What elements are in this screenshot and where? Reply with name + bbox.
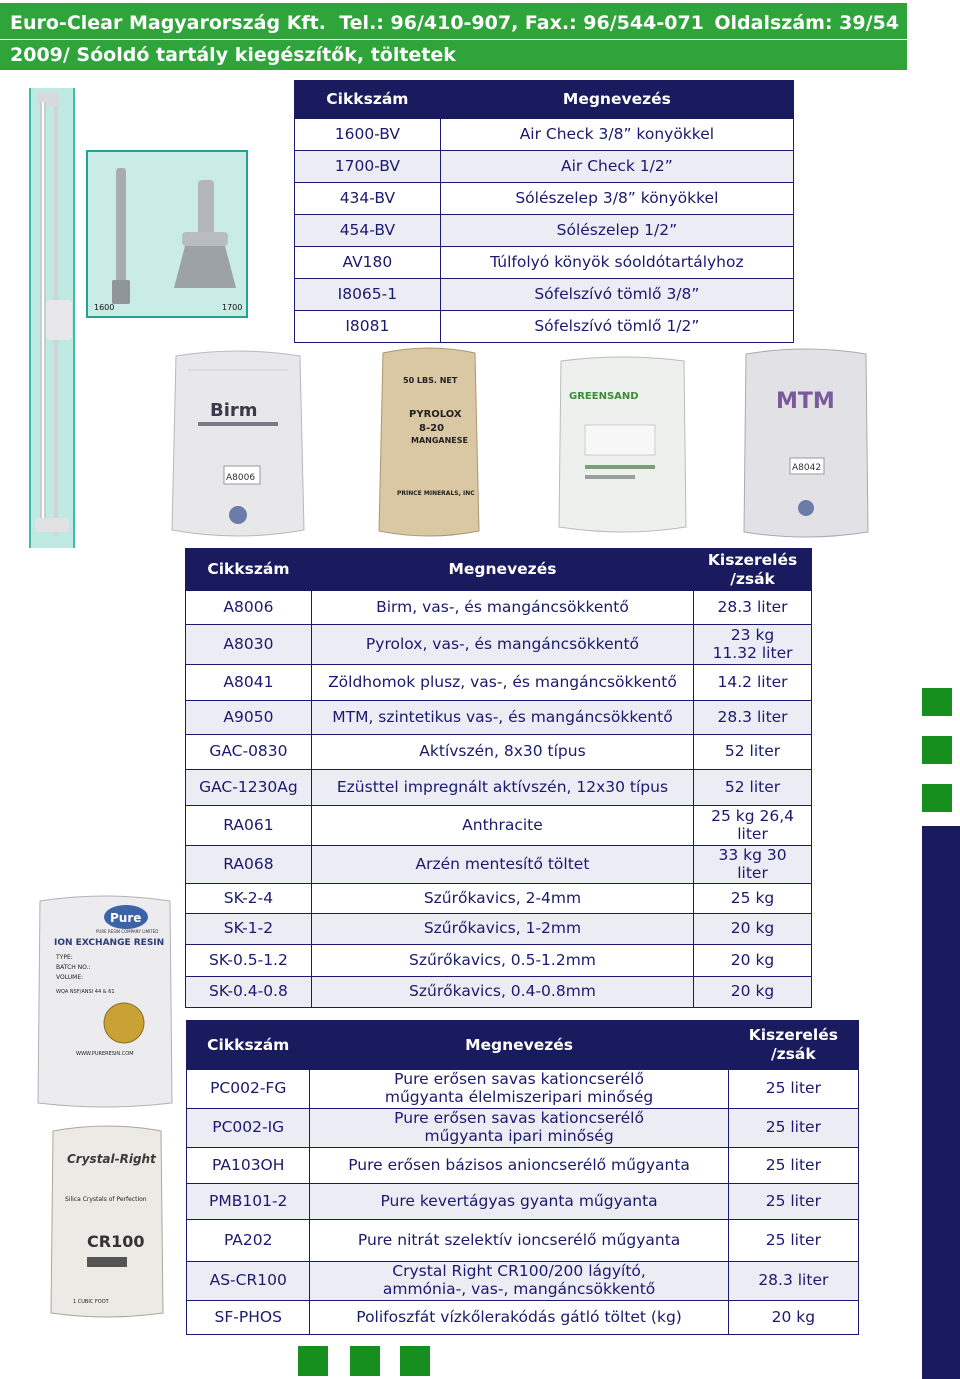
cell-pack: 20 kg	[694, 914, 812, 945]
fitting-label-1600: 1600	[94, 303, 115, 312]
crystal-code: CR100	[87, 1232, 145, 1251]
cell-name: Zöldhomok plusz, vas-, és mangáncsökkentő	[311, 665, 693, 701]
cell-name: Pyrolox, vas-, és mangáncsökkentő	[311, 625, 693, 665]
cell-code: GAC-1230Ag	[186, 770, 312, 806]
cell-code: SF-PHOS	[187, 1301, 310, 1335]
cell-pack: 28.3 liter	[694, 591, 812, 625]
table-row	[295, 215, 794, 247]
table-row	[186, 665, 812, 701]
table-row	[187, 1301, 859, 1335]
pyrolox-bag-photo	[375, 345, 483, 540]
table-row	[187, 1220, 859, 1262]
cell-code: SK-1-2	[186, 914, 312, 945]
table-row	[186, 914, 812, 945]
cell-name: Sólészelep 3/8” könyökkel	[440, 183, 793, 215]
pure-resin-bag-photo	[36, 895, 174, 1110]
table-row	[187, 1148, 859, 1184]
pyrolox-top: 50 LBS. NET	[403, 376, 458, 385]
table-row	[295, 247, 794, 279]
pyrolox-manganese: MANGANESE	[411, 436, 468, 445]
header-bar	[0, 3, 907, 39]
header-cikkszam: Cikkszám	[186, 549, 312, 591]
pure-brand: Pure	[110, 911, 142, 925]
air-check-image	[86, 150, 248, 318]
header-cikkszam: Cikkszám	[187, 1021, 310, 1070]
cell-pack: 52 liter	[694, 770, 812, 806]
pure-batch-label: BATCH NO.:	[56, 964, 91, 971]
cell-pack: 20 kg	[694, 945, 812, 977]
cell-code: AV180	[295, 247, 441, 279]
company-name: Euro-Clear Magyarország Kft.	[10, 12, 326, 34]
table-row	[187, 1070, 859, 1109]
green-square	[922, 784, 952, 812]
cell-code: PA103OH	[187, 1148, 310, 1184]
cell-code: SK-2-4	[186, 884, 312, 914]
cell-pack: 25 liter	[728, 1184, 858, 1220]
cell-code: A8041	[186, 665, 312, 701]
green-square	[922, 688, 952, 716]
table-row	[186, 806, 812, 846]
side-navy-bar	[922, 826, 960, 1379]
table-row	[187, 1184, 859, 1220]
section-bar	[0, 40, 907, 70]
cell-name: Sófelszívó tömlő 3/8”	[440, 279, 793, 311]
cell-code: 1600-BV	[295, 119, 441, 151]
section-title: 2009/ Sóoldó tartály kiegészítők, töltetek	[10, 44, 456, 66]
table-row	[186, 884, 812, 914]
pure-volume-label: VOLUME:	[56, 974, 84, 981]
cell-pack: 23 kg 11.32 liter	[694, 625, 812, 665]
table-row	[186, 735, 812, 770]
table-row	[186, 591, 812, 625]
mtm-brand: MTM	[776, 389, 835, 414]
header-kiszereles: Kiszerelés /zsák	[694, 549, 812, 591]
resin-table	[186, 1020, 859, 1335]
birm-brand: Birm	[210, 400, 258, 421]
green-square	[922, 736, 952, 764]
header-kiszereles: Kiszerelés /zsák	[728, 1021, 858, 1070]
cell-pack: 20 kg	[728, 1301, 858, 1335]
cell-name: Szűrőkavics, 1-2mm	[311, 914, 693, 945]
table-row	[295, 151, 794, 183]
cell-pack: 14.2 liter	[694, 665, 812, 701]
contact-info: Tel.: 96/410-907, Fax.: 96/544-071	[339, 12, 704, 34]
birm-code: A8006	[226, 473, 256, 483]
cell-pack: 28.3 liter	[728, 1262, 858, 1301]
pure-resin-bag-image	[36, 895, 174, 1110]
cell-name: MTM, szintetikus vas-, és mangáncsökkentő	[311, 701, 693, 735]
table-row	[295, 279, 794, 311]
cell-pack: 25 kg 26,4 liter	[694, 806, 812, 846]
cell-code: PC002-IG	[187, 1109, 310, 1148]
brine-valve-image	[29, 88, 75, 548]
table-row	[295, 119, 794, 151]
greensand-brand: GREENSAND	[569, 391, 639, 402]
header-contact	[10, 12, 704, 34]
cell-pack: 25 liter	[728, 1070, 858, 1109]
greensand-bag-image	[555, 355, 690, 535]
cell-name: Air Check 3/8” konyökkel	[440, 119, 793, 151]
cell-name: Pure erősen savas kationcserélő műgyanta ipari minőség	[310, 1109, 728, 1148]
cell-pack: 33 kg 30 liter	[694, 846, 812, 884]
media-table	[185, 548, 812, 1008]
pyrolox-maker: PRINCE MINERALS, INC	[397, 490, 475, 497]
birm-bag-image	[168, 350, 308, 540]
mtm-bag-image	[740, 348, 872, 540]
cell-name: Pure erősen savas kationcserélő műgyanta élelmiszeripari minőség	[310, 1070, 728, 1109]
table-row	[186, 846, 812, 884]
cell-code: PMB101-2	[187, 1184, 310, 1220]
pure-type-label: TYPE:	[56, 954, 73, 961]
cell-code: 1700-BV	[295, 151, 441, 183]
cell-code: SK-0.4-0.8	[186, 977, 312, 1008]
header-cikkszam: Cikkszám	[295, 81, 441, 119]
cell-name: Arzén mentesítő töltet	[311, 846, 693, 884]
cell-name: Szűrőkavics, 0.5-1.2mm	[311, 945, 693, 977]
header-megnevezes: Megnevezés	[310, 1021, 728, 1070]
green-square	[350, 1346, 380, 1376]
cell-name: Air Check 1/2”	[440, 151, 793, 183]
table-row	[186, 945, 812, 977]
table-row	[186, 625, 812, 665]
pure-cert: WQA NSF/ANSI 44 & 61	[56, 989, 115, 995]
crystal-right-bag-photo	[47, 1125, 167, 1320]
table-row	[186, 977, 812, 1008]
header-megnevezes: Megnevezés	[311, 549, 693, 591]
pure-company: PURE RESIN COMPANY LIMITED	[96, 929, 159, 934]
header-megnevezes: Megnevezés	[440, 81, 793, 119]
cell-name: Sófelszívó tömlő 1/2”	[440, 311, 793, 343]
pyrolox-bag-image	[375, 345, 483, 540]
cell-code: I8065-1	[295, 279, 441, 311]
table-row	[186, 770, 812, 806]
cell-pack: 25 kg	[694, 884, 812, 914]
green-square	[298, 1346, 328, 1376]
cell-code: AS-CR100	[187, 1262, 310, 1301]
cell-code: RA061	[186, 806, 312, 846]
cell-name: Polifoszfát vízkőlerakódás gátló töltet (kg)	[310, 1301, 728, 1335]
cell-name: Szűrőkavics, 2-4mm	[311, 884, 693, 914]
cell-code: I8081	[295, 311, 441, 343]
cell-code: 434-BV	[295, 183, 441, 215]
crystal-foot: 1 CUBIC FOOT	[73, 1299, 109, 1305]
pyrolox-size: 8-20	[419, 423, 445, 434]
cell-pack: 52 liter	[694, 735, 812, 770]
cell-name: Ezüsttel impregnált aktívszén, 12x30 típus	[311, 770, 693, 806]
cell-name: Sólészelep 1/2”	[440, 215, 793, 247]
mtm-bag-photo	[740, 348, 872, 540]
pure-title: ION EXCHANGE RESIN	[54, 938, 165, 948]
cell-code: PC002-FG	[187, 1070, 310, 1109]
cell-code: A8030	[186, 625, 312, 665]
cell-pack: 25 liter	[728, 1220, 858, 1262]
cell-pack: 28.3 liter	[694, 701, 812, 735]
crystal-tagline: Silica Crystals of Perfection	[65, 1196, 147, 1203]
birm-bag-photo	[168, 350, 308, 540]
crystal-right-bag-image	[47, 1125, 167, 1320]
crystal-brand: Crystal-Right	[67, 1152, 156, 1166]
cell-name: Szűrőkavics, 0.4-0.8mm	[311, 977, 693, 1008]
valve-table	[294, 80, 794, 343]
mtm-code: A8042	[792, 463, 822, 473]
cell-code: GAC-0830	[186, 735, 312, 770]
cell-code: PA202	[187, 1220, 310, 1262]
pure-web: WWW.PURERESIN.COM	[76, 1051, 134, 1057]
cell-name: Anthracite	[311, 806, 693, 846]
air-check-photo	[86, 150, 248, 318]
cell-name: Túlfolyó könyök sóoldótartályhoz	[440, 247, 793, 279]
brine-valve-photo	[29, 88, 75, 548]
cell-pack: 20 kg	[694, 977, 812, 1008]
cell-pack: 25 liter	[728, 1148, 858, 1184]
table-row	[295, 183, 794, 215]
cell-name: Aktívszén, 8x30 típus	[311, 735, 693, 770]
cell-name: Pure kevertágyas gyanta műgyanta	[310, 1184, 728, 1220]
pyrolox-brand: PYROLOX	[409, 409, 462, 420]
table-row	[187, 1109, 859, 1148]
cell-name: Crystal Right CR100/200 lágyító, ammónia-, vas-, mangáncsökkentő	[310, 1262, 728, 1301]
cell-name: Birm, vas-, és mangáncsökkentő	[311, 591, 693, 625]
cell-code: A8006	[186, 591, 312, 625]
cell-code: A9050	[186, 701, 312, 735]
cell-name: Pure nitrát szelektív ioncserélő műgyanta	[310, 1220, 728, 1262]
greensand-bag-photo	[555, 355, 690, 535]
table-row	[187, 1262, 859, 1301]
page-number: Oldalszám: 39/54	[714, 12, 899, 34]
green-square	[400, 1346, 430, 1376]
cell-code: 454-BV	[295, 215, 441, 247]
table-row	[295, 311, 794, 343]
table-row	[186, 701, 812, 735]
cell-pack: 25 liter	[728, 1109, 858, 1148]
cell-code: RA068	[186, 846, 312, 884]
cell-name: Pure erősen bázisos anioncserélő műgyanta	[310, 1148, 728, 1184]
fitting-label-1700: 1700	[222, 303, 243, 312]
cell-code: SK-0.5-1.2	[186, 945, 312, 977]
